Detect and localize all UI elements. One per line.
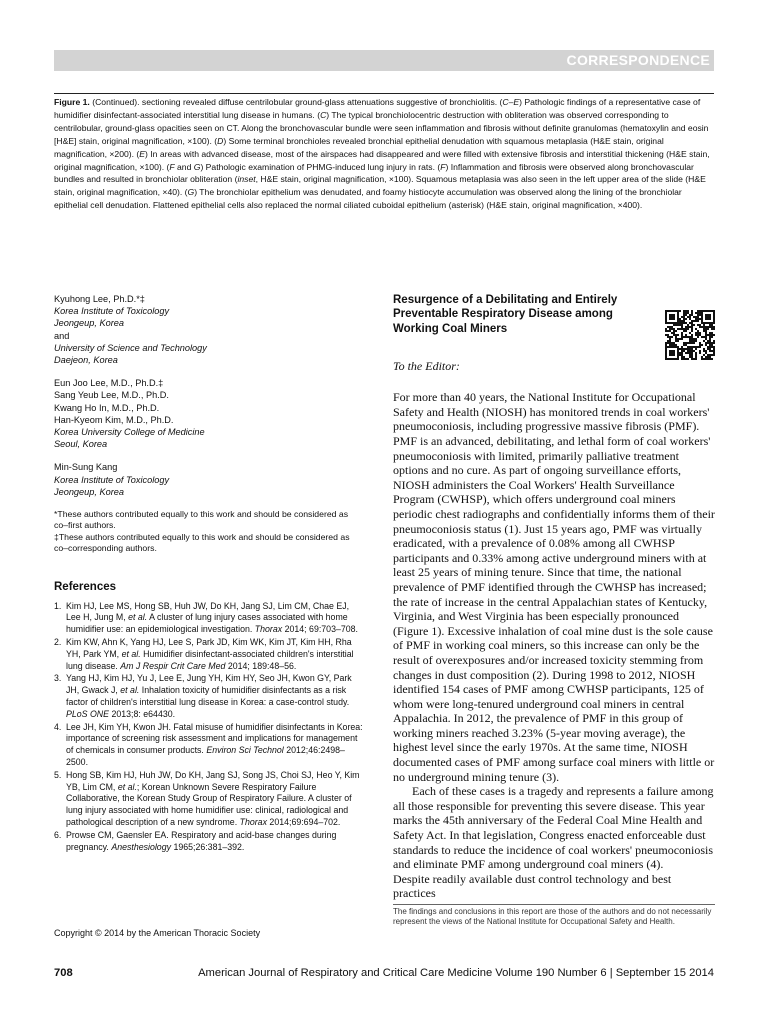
- author-group: [54, 461, 364, 498]
- caption-text: ) Inflammation and fibrosis were observed along bronchovascular bundles and resulted in bronchiolar obliteration (: [54, 161, 694, 185]
- reference-item: [54, 722, 364, 769]
- reference-text: et al.: [121, 648, 141, 659]
- reference-text: 2014; 69:703–708.: [282, 624, 358, 635]
- reference-text: et al.: [128, 612, 148, 623]
- reference-text: Prowse CM, Gaensler EA. Respiratory and acid-base changes during pregnancy.: [66, 829, 337, 852]
- reference-number: 4.: [54, 721, 62, 732]
- reference-text: 2014; 189:48–56.: [225, 660, 297, 671]
- body-paragraph: For more than 40 years, the National Institute for Occupational Safety and Health (NIOSH) has monitored trends in coal workers' pneumoconiosis, including progressive massive fibrosis (PMF). PMF is an advanced, debilitating, and lethal form of coal workers' pneumoconiosis with limited, primarily palliative treatment options and no cure. As part of ongoing surveillance efforts, NIOSH administers the Coal Workers' Health Surveillance Program (CWHSP), which offers underground coal miners periodic chest radiographs and confidentially informs them of their pneumoconiosis status (1). Just 15 years ago, PMF was virtually eradicated, with a prevalence of 0.08% among all CWHSP participants and 0.33% among active underground miners with at least 25 years of mining tenure. Since that time, the national prevalence of PMF identified through the CWHSP has increased; the rate of increase in the central Appalachian states of Kentucky, Virginia, and West Virginia has been especially pronounced (Figure 1). Excessive inhalation of coal mine dust is the sole cause of PMF in working coal miners, so this increase can only be the result of overexposures and/or increased toxicity stemming from changes in dust composition (2). During 1998 to 2012, NIOSH identified 154 cases of PMF among CWHSP participants, 125 of whom were long-tenured underground coal miners in central Appalachia. In 2012, the prevalence of PMF in this group of working miners reached 3.23% (5-year moving average), the highest level since the early 1970s. At the same time, NIOSH documented cases of PMF among surface coal miners with little or no underground mining tenure (3).: [393, 390, 715, 784]
- reference-text: 2014;69:694–702.: [266, 817, 341, 828]
- reference-text: Kim HJ, Lee MS, Hong SB, Huh JW, Do KH, Jang SJ, Lim CM, Chae EJ, Lee H, Jung M,: [66, 600, 350, 623]
- author-affiliation: Korea University College of Medicine: [54, 427, 205, 438]
- caption-text: (Continued). sectioning revealed diffuse centrilobular ground-glass attenuations suggestive of bronchiolitis. (: [89, 97, 503, 107]
- reference-text: Yang HJ, Kim HJ, Yu J, Lee E, Jung YH, Kim HY, Seo JH, Kwon GY, Park JH, Gwack J,: [66, 673, 352, 696]
- author-affiliation: Jeongeup, Korea: [54, 486, 124, 497]
- caption-text: ) In areas with advanced disease, most of the airspaces had disappeared and were filled with extensive fibrosis and interstitial thickening (H&E stain, original magnification, ×100). (: [54, 148, 710, 172]
- reference-text: ; Korean Unknown Severe Respiratory Failure Collaborative, the Korean Study Group of Respiratory Failure. A cluster of lung injury associated with home humidifier use: clinical, radiological and pathological description of a new syndrome.: [66, 781, 352, 828]
- author-affiliation: Seoul, Korea: [54, 439, 108, 450]
- body-paragraph: Each of these cases is a tragedy and represents a failure among all those responsible for preventing this severe disease. This year marks the 45th anniversary of the Federal Coal Mine Health and Safety Act. In that legislation, Congress enacted enforceable dust standards to reduce the incidence of coal workers' pneumoconiosis and eliminate PMF among underground coal miners (4).: [393, 784, 714, 872]
- references-heading: References: [54, 580, 117, 593]
- article-body: [393, 390, 715, 901]
- salutation: To the Editor:: [393, 359, 460, 374]
- caption-text: ) Pathologic findings of a representative case of humidifier disinfectant-associated interstitial lung disease in humans. (: [54, 97, 701, 120]
- reference-text: et al.: [120, 685, 140, 696]
- reference-number: 6.: [54, 829, 62, 840]
- author-affiliation: Jeongeup, Korea: [54, 318, 124, 329]
- figure-caption: [54, 93, 714, 212]
- caption-text: C: [320, 109, 327, 120]
- author-footnote: *These authors contributed equally to this work and should be considered as co–first authors.: [54, 509, 349, 531]
- section-banner: [54, 50, 714, 71]
- author-name: and: [54, 330, 70, 341]
- author-group: [54, 293, 364, 366]
- reference-list: [54, 601, 364, 854]
- reference-text: Am J Respir Crit Care Med: [120, 660, 226, 671]
- reference-text: Lee JH, Kim YH, Kwon JH. Fatal misuse of humidifier disinfectants in Korea: importance of screening risk assessment and implications for management of chemicals in consumer products.: [66, 721, 363, 756]
- reference-text: 2012;46:2498–2500.: [66, 745, 345, 768]
- reference-text: PLoS ONE: [66, 708, 110, 719]
- right-column: [393, 293, 715, 901]
- reference-item: [54, 770, 364, 829]
- caption-text: inset: [237, 174, 256, 185]
- reference-number: 2.: [54, 637, 62, 648]
- reference-text: Anesthesiology: [111, 841, 171, 852]
- caption-text: G: [193, 161, 201, 172]
- author-affiliation: Korea Institute of Toxicology: [54, 474, 170, 485]
- caption-text: –: [508, 97, 514, 107]
- body-paragraph: Despite readily available dust control technology and best practices: [393, 871, 672, 901]
- author-affiliation: University of Science and Technology: [54, 342, 207, 353]
- reference-text: A cluster of lung injury cases associated with home humidifier use: an epidemiological investigation.: [66, 612, 348, 635]
- reference-text: 1965;26:381–392.: [171, 841, 245, 852]
- caption-text: ) Some terminal bronchioles revealed bronchial epithelial denudation with squamous metaplasia (H&E stain, original magnification, ×200). (: [54, 135, 664, 159]
- caption-text: ) The bronchiolar epithelium was denudated, and foamy histiocyte accumulation was observed along the lining of the bronchiolar epithelial cell denudation. Flattened epithelial cells also replaced the normal ciliated cuboidal epithelium (asterisk) (H&E stain, original magnification, ×400).: [54, 187, 682, 211]
- reference-text: Humidifier disinfectant-associated children's interstitial lung disease.: [66, 648, 354, 671]
- author-affiliation: Daejeon, Korea: [54, 355, 118, 366]
- journal-citation: American Journal of Respiratory and Critical Care Medicine Volume 190 Number 6 | September 15 2014: [198, 967, 714, 979]
- author-name: Han-Kyeom Kim, M.D., Ph.D.: [54, 414, 174, 425]
- copyright-notice: Copyright © 2014 by the American Thoracic Society: [54, 928, 261, 938]
- reference-item: [54, 601, 364, 636]
- left-column: [54, 293, 364, 854]
- author-footnotes: [54, 509, 364, 555]
- author-name: Eun Joo Lee, M.D., Ph.D.‡: [54, 378, 164, 389]
- reference-item: [54, 637, 364, 672]
- reference-text: Thorax: [239, 817, 267, 828]
- disclaimer-footnote: The findings and conclusions in this report are those of the authors and do not necessarily represent the views of the National Institute for Occupational Safety and Health.: [393, 904, 715, 928]
- caption-text: Figure 1.: [54, 97, 90, 107]
- caption-text: ) The typical bronchiolocentric destruction with obliteration was observed corresponding to centrilobular, ground-glass opacities seen on CT. Along the bronchovascular bundle were seen inflammation and fibrosis without definite granulomas (hematoxylin and eosin [H&E] stain, original magnification, ×100). (: [54, 109, 709, 146]
- caption-text: F: [169, 161, 175, 172]
- author-name: Kyuhong Lee, Ph.D.*‡: [54, 294, 145, 304]
- reference-text: Kim KW, Ahn K, Yang HJ, Lee S, Park JD, Kim WK, Kim JT, Kim HH, Rha YH, Park YM,: [66, 637, 352, 659]
- article-title: Resurgence of a Debilitating and Entirely Preventable Respiratory Disease among Working Coal Miners: [393, 294, 618, 335]
- author-affiliation: Korea Institute of Toxicology: [54, 306, 170, 317]
- reference-number: 3.: [54, 673, 62, 684]
- author-name: Sang Yeub Lee, M.D., Ph.D.: [54, 390, 169, 401]
- caption-text: C: [502, 97, 509, 107]
- caption-text: G: [187, 187, 195, 198]
- reference-item: [54, 830, 364, 854]
- qr-code-icon: [665, 310, 715, 360]
- reference-text: 2013;8: e64430.: [109, 708, 176, 719]
- caption-text: F: [440, 161, 446, 172]
- reference-text: Inhalation toxicity of humidifier disinfectants as a risk factor of children's interstitial lung disease in Korea: a case-control study.: [66, 685, 350, 708]
- section-label: CORRESPONDENCE: [566, 52, 710, 68]
- page-number: 708: [54, 967, 73, 979]
- reference-text: et al.: [117, 781, 137, 792]
- author-name: Min-Sung Kang: [54, 462, 118, 473]
- reference-number: 1.: [54, 600, 62, 611]
- reference-text: Environ Sci Technol: [206, 745, 284, 756]
- caption-text: and: [174, 161, 194, 172]
- caption-text: E: [513, 97, 520, 107]
- author-name: Kwang Ho In, M.D., Ph.D.: [54, 402, 160, 413]
- author-list: [54, 293, 364, 498]
- caption-text: ) Pathologic examination of PHMG-induced lung injury in rats. (: [200, 161, 441, 172]
- author-footnote: ‡These authors contributed equally to this work and should be considered as co–corresponding authors.: [54, 531, 350, 554]
- caption-text: , H&E stain, original magnification, ×100). Squamous metaplasia was also seen in the left upper area of the slide (H&E stain, original magnification, ×40). (: [54, 174, 706, 198]
- author-group: [54, 377, 364, 450]
- caption-text: D: [217, 135, 224, 146]
- reference-text: Thorax: [254, 624, 283, 635]
- caption-text: E: [139, 148, 146, 159]
- reference-number: 5.: [54, 769, 62, 780]
- reference-item: [54, 673, 364, 720]
- reference-text: Hong SB, Kim HJ, Huh JW, Do KH, Jang SJ, Song JS, Choi SJ, Heo Y, Kim YB, Lim CM,: [66, 769, 360, 792]
